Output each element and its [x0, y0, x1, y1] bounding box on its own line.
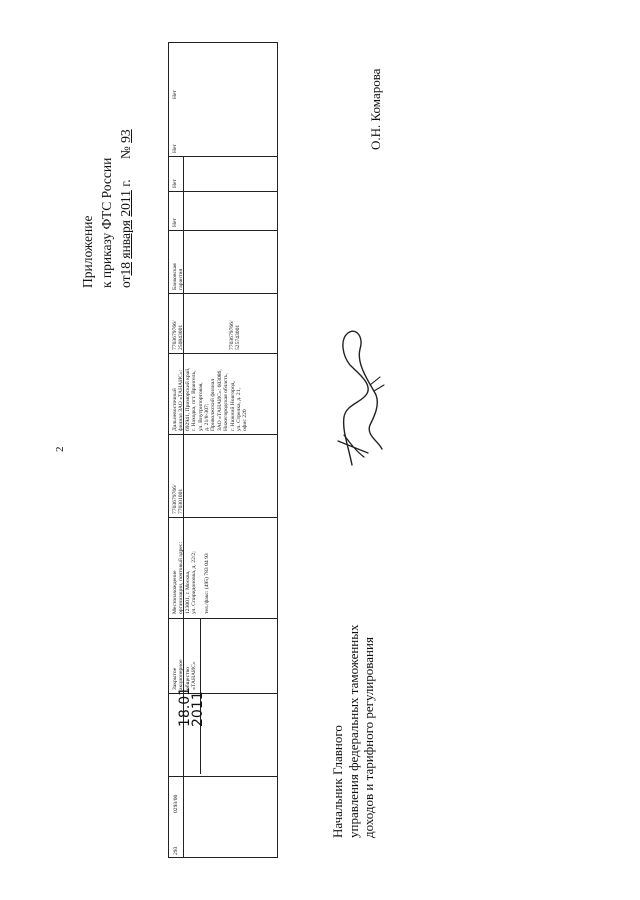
cell-code: 0293/00 — [173, 794, 179, 813]
appendix-title: Приложение — [80, 215, 95, 288]
signature-image — [330, 325, 390, 470]
row-divider — [169, 618, 277, 619]
number-label: № — [118, 146, 133, 160]
date-year: 2011 — [118, 190, 133, 217]
row-divider — [169, 230, 277, 231]
cell-date — [179, 687, 205, 727]
chief-title: Начальник Главного управления федеральных таможенных доходов и тарифного регулирования — [330, 624, 376, 838]
number-value: 93 — [118, 129, 133, 143]
cell-org-name: Закрытое акционерное общество «ТАНАИС» — [172, 659, 198, 690]
cell-branch-inn-2: 7703679766/ 525743001 — [229, 320, 242, 350]
cell-number: 293 — [173, 846, 179, 855]
cell-guarantee: Банковская гарантия — [172, 263, 185, 290]
date-line-1: 18.01 — [177, 686, 193, 727]
date-month: января — [118, 220, 133, 259]
row-divider — [169, 156, 277, 157]
signer-name: О.Н. Комарова — [368, 68, 383, 150]
cell-location: Местонахождение организации, почтовый адрес: 123001, г. Москва, ул. Спиридоновка, д. 22/2; тел./факс: (495) 783 04 93 — [172, 541, 211, 614]
row-divider — [169, 191, 277, 192]
cell-no-1: Нет — [172, 218, 178, 227]
cell-no-4: Нет — [172, 90, 178, 99]
cell-branches: Дальневосточный филиал ЗАО «ТАНАИС»: 692941, Приморский край, г. Находка, пгт. Врангель, ул. Внутрипортовая, д. 21/8-307; Приволжский филиал ЗАО «ТАНАИС»: 603086, Нижегородская область, г. Нижний Новгород, ул. Стрелка, д. 21, офис 220 — [172, 367, 249, 431]
row-divider — [169, 776, 277, 777]
cell-branch-inn-1: 7703679766/ 250843001 — [172, 320, 185, 350]
registry-table — [168, 42, 278, 858]
row-divider — [169, 517, 277, 518]
order-line: к приказу ФТС России — [99, 157, 114, 288]
date-prefix: от — [118, 275, 133, 288]
date-suffix: г. — [118, 179, 133, 187]
cell-no-2: Нет — [172, 179, 178, 188]
row-divider — [169, 293, 277, 294]
date-day: 18 — [118, 262, 133, 276]
appendix-header — [78, 129, 135, 288]
row-divider — [169, 353, 277, 354]
row-divider — [169, 434, 277, 435]
order-date-line — [116, 129, 135, 288]
page-number: 2 — [54, 446, 66, 452]
date-line-2: 2011 — [190, 691, 206, 727]
cell-no-3: Нет — [172, 144, 178, 153]
cell-inn-kpp: 7703679766/ 770301001 — [172, 484, 185, 514]
